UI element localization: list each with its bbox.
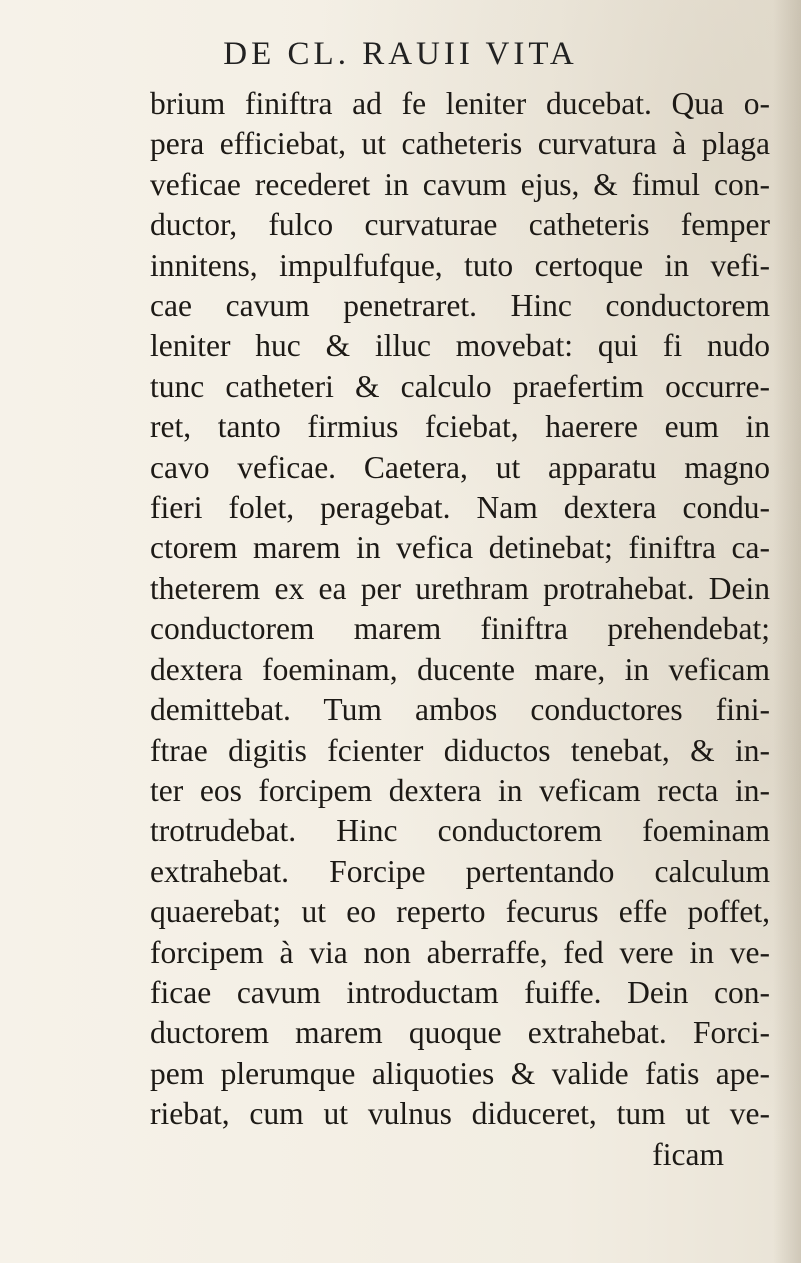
running-head: DE CL. RAUII VITA xyxy=(223,36,578,72)
text-line: forcipem à via non aberraffe, fed vere in ve- xyxy=(150,934,770,970)
text-line: theterem ex ea per urethram protrahebat. Dein xyxy=(150,570,770,606)
text-line: pem plerumque aliquoties & valide fatis ape- xyxy=(150,1055,770,1091)
text-line: ficae cavum introductam fuiffe. Dein con- xyxy=(150,974,770,1010)
text-line: ctorem marem in vefica detinebat; finiftra ca- xyxy=(150,530,770,566)
text-line: brium finiftra ad fe leniter ducebat. Qua o- xyxy=(150,86,770,121)
text-line: demittebat. Tum ambos conductores fini- xyxy=(150,692,770,728)
text-line: ductor, fulco curvaturae catheteris femper xyxy=(150,207,770,243)
text-line: innitens, impulfufque, tuto certoque in vefi- xyxy=(150,247,770,283)
text-line: ductorem marem quoque extrahebat. Forci- xyxy=(150,1015,770,1051)
body-text xyxy=(150,84,770,1175)
text-line: conductorem marem finiftra prehendebat; xyxy=(150,611,770,647)
text-line: quaerebat; ut eo reperto fecurus effe poffet, xyxy=(150,894,770,930)
catchword: ficam xyxy=(652,1136,724,1172)
text-line: ftrae digitis fcienter diductos tenebat, & in- xyxy=(150,732,770,768)
text-line: leniter huc & illuc movebat: qui fi nudo xyxy=(150,328,770,364)
page-edge-shadow xyxy=(773,0,801,1263)
text-line: ter eos forcipem dextera in veficam recta in- xyxy=(150,772,770,808)
text-line: dextera foeminam, ducente mare, in veficam xyxy=(150,651,770,687)
text-line: fieri folet, peragebat. Nam dextera condu- xyxy=(150,490,770,526)
text-line: pera efficiebat, ut catheteris curvatura à plaga xyxy=(150,126,770,162)
text-line: cavo veficae. Caetera, ut apparatu magno xyxy=(150,449,770,485)
text-line: tunc catheteri & calculo praefertim occurre- xyxy=(150,368,770,404)
text-line: ret, tanto firmius fciebat, haerere eum in xyxy=(150,409,770,445)
text-line: veficae recederet in cavum ejus, & fimul con- xyxy=(150,166,770,202)
text-line: trotrudebat. Hinc conductorem foeminam xyxy=(150,813,770,849)
text-line: riebat, cum ut vulnus diduceret, tum ut ve- xyxy=(150,1096,770,1132)
text-line: extrahebat. Forcipe pertentando calculum xyxy=(150,853,770,889)
text-line: cae cavum penetraret. Hinc conductorem xyxy=(150,288,770,324)
